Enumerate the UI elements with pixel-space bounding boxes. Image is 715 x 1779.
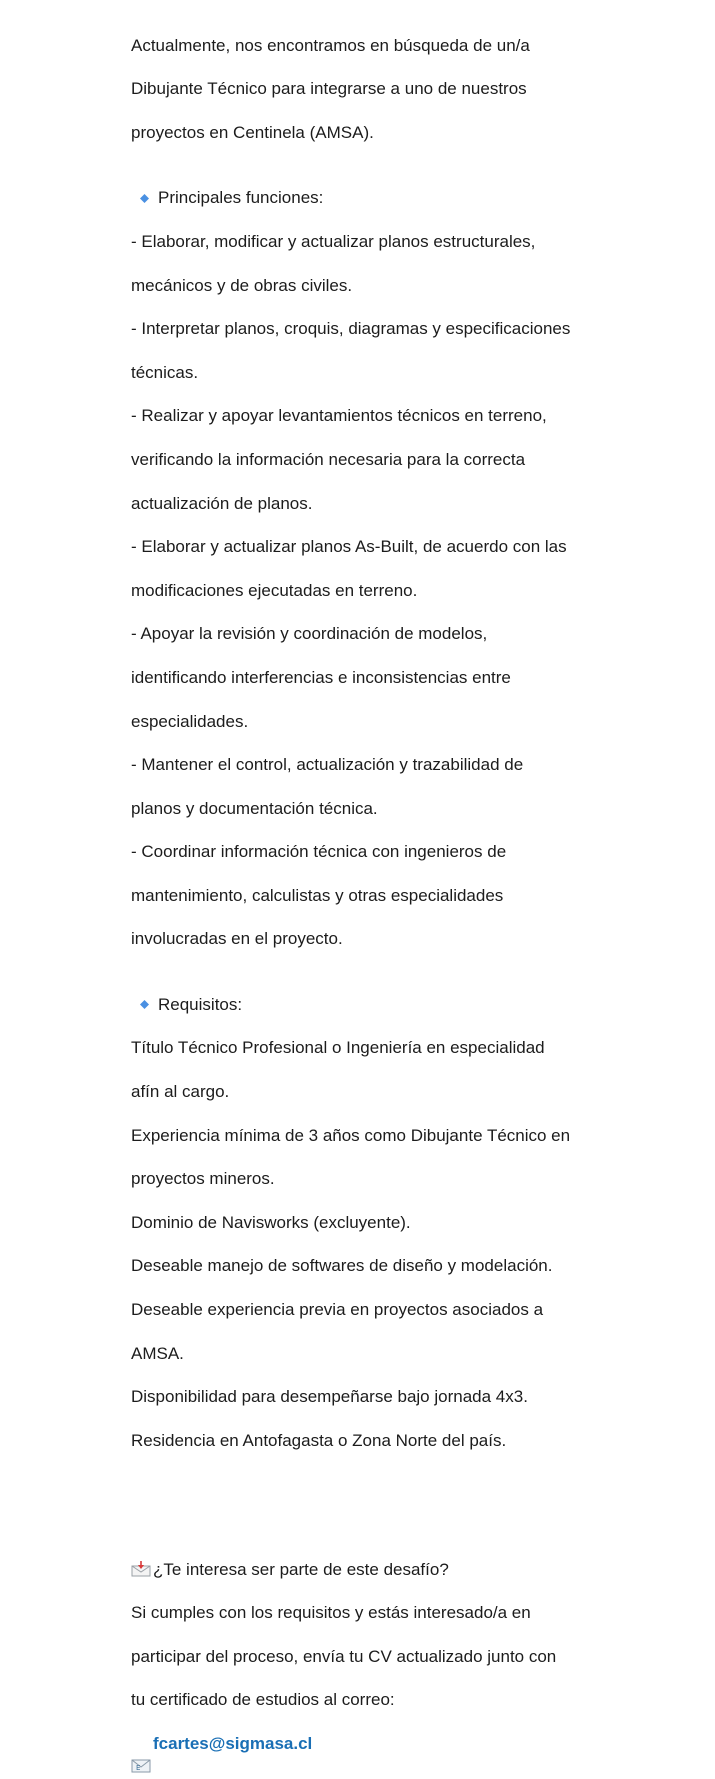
funciones-line: mecánicos y de obras civiles. [131,275,353,295]
funciones-line: - Mantener el control, actualización y trazabilidad de [131,755,524,775]
requisitos-heading [131,994,601,1016]
funciones-line: - Elaborar y actualizar planos As-Built, de acuerdo con las [131,537,567,557]
funciones-line: - Coordinar información técnica con ingenieros de [131,842,507,862]
requisitos-line: AMSA. [131,1343,184,1363]
svg-text:E: E [136,1763,141,1772]
funciones-heading-text: Principales funciones: [158,188,324,208]
spacer [131,1473,601,1495]
intro-line: proyectos en Centinela (AMSA). [131,122,374,142]
cta-line: Si cumples con los requisitos y estás interesado/a en [131,1603,531,1623]
funciones-line: - Apoyar la revisión y coordinación de modelos, [131,624,488,644]
cta-question-line [131,1517,601,1580]
job-post [131,13,601,1777]
cta-question: ¿Te interesa ser parte de este desafío? [153,1559,449,1579]
small-blue-diamond-icon [131,1000,158,1009]
requisitos-heading-text: Requisitos: [158,994,243,1014]
requisitos-line: Deseable manejo de softwares de diseño y modelación. [131,1256,553,1276]
intro-line: Actualmente, nos encontramos en búsqueda de un/a [131,35,530,55]
requisitos-line: Dominio de Navisworks (excluyente). [131,1212,411,1232]
intro-line: Dibujante Técnico para integrarse a uno de nuestros [131,79,527,99]
funciones-line: mantenimiento, calculistas y otras especialidades [131,885,504,905]
requisitos-list [131,1016,601,1474]
spacer [131,972,601,994]
funciones-line: modificaciones ejecutadas en terreno. [131,580,418,600]
funciones-line: planos y documentación técnica. [131,798,378,818]
funciones-line: actualización de planos. [131,493,313,513]
funciones-line: especialidades. [131,711,249,731]
funciones-line: técnicas. [131,362,199,382]
email-link[interactable]: fcartes@sigmasa.cl [153,1733,313,1753]
funciones-line: - Interpretar planos, croquis, diagramas y especificaciones [131,319,571,339]
requisitos-line: afín al cargo. [131,1082,230,1102]
cta-line: tu certificado de estudios al correo: [131,1690,395,1710]
spacer [131,166,601,188]
requisitos-line: Experiencia mínima de 3 años como Dibujante Técnico en [131,1125,571,1145]
funciones-line: - Realizar y apoyar levantamientos técnicos en terreno, [131,406,547,426]
requisitos-line: Residencia en Antofagasta o Zona Norte del país. [131,1430,507,1450]
intro-paragraph [131,13,601,166]
funciones-line: - Elaborar, modificar y actualizar planos estructurales, [131,231,536,251]
small-blue-diamond-icon [131,194,158,203]
e-mail-icon [131,1736,151,1772]
envelope-with-arrow-icon [131,1539,151,1555]
cta-line: participar del proceso, envía tu CV actualizado junto con [131,1646,557,1666]
funciones-line: verificando la información necesaria para la correcta [131,449,526,469]
funciones-line: involucradas en el proyecto. [131,929,343,949]
requisitos-line: Disponibilidad para desempeñarse bajo jornada 4x3. [131,1387,528,1407]
cta-section [131,1495,601,1776]
funciones-line: identificando interferencias e inconsistencias entre [131,667,511,687]
requisitos-line: Título Técnico Profesional o Ingeniería en especialidad [131,1038,545,1058]
funciones-list [131,209,601,972]
requisitos-line: proyectos mineros. [131,1169,275,1189]
funciones-heading [131,187,601,209]
email-row [131,1733,601,1772]
requisitos-line: Deseable experiencia previa en proyectos asociados a [131,1300,544,1320]
